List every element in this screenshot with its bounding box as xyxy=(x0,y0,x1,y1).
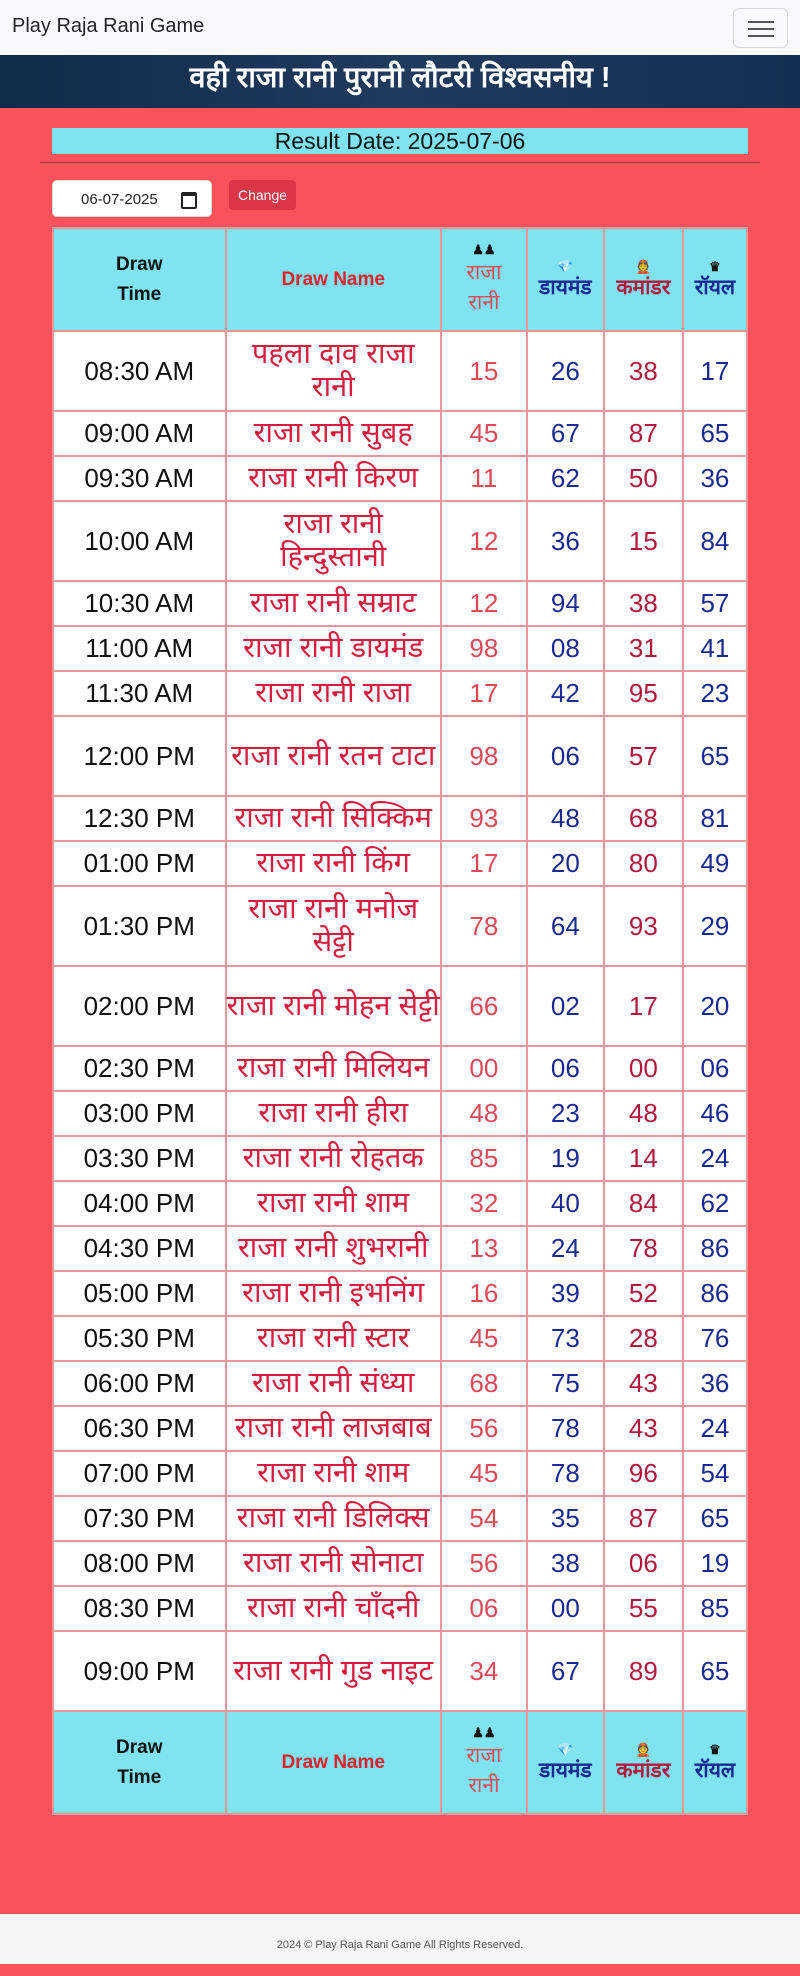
draw-name-cell: राजा रानी मोहन सेट्टी xyxy=(226,966,441,1046)
commander-cell: 84 xyxy=(604,1181,683,1226)
header-draw-name xyxy=(226,228,441,331)
table-footer-row xyxy=(53,1711,747,1814)
diamond-cell: 06 xyxy=(527,716,604,796)
footer-diamond-label: डायमंड xyxy=(539,1758,592,1782)
table-row xyxy=(53,1586,747,1631)
hamburger-icon xyxy=(748,21,774,23)
raja-rani-cell: 12 xyxy=(441,501,527,581)
draw-name-cell: राजा रानी संध्या xyxy=(226,1361,441,1406)
header-draw-time-line-2: Time xyxy=(117,283,162,305)
chess-pieces-icon: ♟♟ xyxy=(472,1724,496,1740)
diamond-cell: 35 xyxy=(527,1496,604,1541)
draw-name-cell: पहला दाव राजा रानी xyxy=(226,331,441,411)
diamond-cell: 64 xyxy=(527,886,604,966)
diamond-cell: 39 xyxy=(527,1271,604,1316)
header-raja-rani-line-2: रानी xyxy=(468,290,500,314)
commander-cell: 06 xyxy=(604,1541,683,1586)
draw-time-cell: 02:00 PM xyxy=(53,966,226,1046)
footer-commander-label: कमांडर xyxy=(616,1758,671,1782)
footer-draw-time xyxy=(53,1711,226,1814)
hamburger-icon-line-2 xyxy=(748,28,774,30)
header-royal-label: रॉयल xyxy=(694,275,736,299)
chess-pieces-icon: ♟♟ xyxy=(472,241,496,257)
draw-time-cell: 12:30 PM xyxy=(53,796,226,841)
table-row xyxy=(53,411,747,456)
royal-cell: 24 xyxy=(683,1136,747,1181)
royal-cell: 86 xyxy=(683,1226,747,1271)
result-date: Result Date: 2025-07-06 xyxy=(52,128,748,154)
table-row xyxy=(53,886,747,966)
raja-rani-cell: 93 xyxy=(441,796,527,841)
date-input-value: 06-07-2025 xyxy=(81,191,158,208)
diamond-cell: 08 xyxy=(527,626,604,671)
raja-rani-cell: 13 xyxy=(441,1226,527,1271)
draw-name-cell: राजा रानी राजा xyxy=(226,671,441,716)
draw-name-cell: राजा रानी किरण xyxy=(226,456,441,501)
draw-name-cell: राजा रानी डायमंड xyxy=(226,626,441,671)
header-diamond xyxy=(527,228,604,331)
results-body xyxy=(53,331,747,1711)
raja-rani-cell: 68 xyxy=(441,1361,527,1406)
table-row xyxy=(53,1181,747,1226)
crown-icon: ♛ xyxy=(709,1741,721,1757)
commander-cell: 15 xyxy=(604,501,683,581)
royal-cell: 20 xyxy=(683,966,747,1046)
table-row xyxy=(53,331,747,411)
diamond-cell: 78 xyxy=(527,1451,604,1496)
banner xyxy=(0,55,800,108)
draw-name-cell: राजा रानी मिलियन xyxy=(226,1046,441,1091)
raja-rani-cell: 85 xyxy=(441,1136,527,1181)
draw-name-cell: राजा रानी शाम xyxy=(226,1181,441,1226)
raja-rani-cell: 66 xyxy=(441,966,527,1046)
commander-cell: 14 xyxy=(604,1136,683,1181)
commander-cell: 52 xyxy=(604,1271,683,1316)
commander-icon: 👲 xyxy=(635,258,652,274)
royal-cell: 76 xyxy=(683,1316,747,1361)
draw-time-cell: 03:00 PM xyxy=(53,1091,226,1136)
draw-time-cell: 01:00 PM xyxy=(53,841,226,886)
diamond-cell: 67 xyxy=(527,1631,604,1711)
diamond-icon: 💎 xyxy=(557,1741,574,1757)
raja-rani-cell: 78 xyxy=(441,886,527,966)
royal-cell: 62 xyxy=(683,1181,747,1226)
commander-cell: 43 xyxy=(604,1406,683,1451)
footer-commander xyxy=(604,1711,683,1814)
table-row xyxy=(53,626,747,671)
draw-name-cell: राजा रानी हिन्दुस्तानी xyxy=(226,501,441,581)
royal-cell: 65 xyxy=(683,1496,747,1541)
raja-rani-cell: 48 xyxy=(441,1091,527,1136)
diamond-cell: 75 xyxy=(527,1361,604,1406)
header-raja-rani xyxy=(441,228,527,331)
table-row xyxy=(53,501,747,581)
draw-time-cell: 03:30 PM xyxy=(53,1136,226,1181)
draw-name-cell: राजा रानी चाँदनी xyxy=(226,1586,441,1631)
draw-time-cell: 06:00 PM xyxy=(53,1361,226,1406)
footer-royal xyxy=(683,1711,747,1814)
menu-toggle-button[interactable] xyxy=(733,8,788,48)
commander-cell: 68 xyxy=(604,796,683,841)
table-row xyxy=(53,1451,747,1496)
draw-name-cell: राजा रानी रतन टाटा xyxy=(226,716,441,796)
draw-name-cell: राजा रानी लाजबाब xyxy=(226,1406,441,1451)
raja-rani-cell: 34 xyxy=(441,1631,527,1711)
draw-name-cell: राजा रानी रोहतक xyxy=(226,1136,441,1181)
commander-cell: 89 xyxy=(604,1631,683,1711)
raja-rani-cell: 98 xyxy=(441,626,527,671)
draw-time-cell: 12:00 PM xyxy=(53,716,226,796)
table-header-row xyxy=(53,228,747,331)
header-draw-name-label: Draw Name xyxy=(281,268,385,290)
header-royal xyxy=(683,228,747,331)
royal-cell: 49 xyxy=(683,841,747,886)
draw-name-cell: राजा रानी किंग xyxy=(226,841,441,886)
draw-time-cell: 08:30 PM xyxy=(53,1586,226,1631)
diamond-cell: 24 xyxy=(527,1226,604,1271)
draw-time-cell: 05:00 PM xyxy=(53,1271,226,1316)
hamburger-icon-line-3 xyxy=(748,35,774,37)
draw-time-cell: 11:30 AM xyxy=(53,671,226,716)
royal-cell: 24 xyxy=(683,1406,747,1451)
navbar xyxy=(0,0,800,55)
royal-cell: 46 xyxy=(683,1091,747,1136)
diamond-cell: 00 xyxy=(527,1586,604,1631)
diamond-cell: 78 xyxy=(527,1406,604,1451)
footer-draw-name xyxy=(226,1711,441,1814)
header-diamond-label: डायमंड xyxy=(539,275,592,299)
draw-name-cell: राजा रानी सम्राट xyxy=(226,581,441,626)
table-row xyxy=(53,581,747,626)
raja-rani-cell: 17 xyxy=(441,841,527,886)
draw-time-cell: 11:00 AM xyxy=(53,626,226,671)
diamond-cell: 36 xyxy=(527,501,604,581)
draw-time-cell: 09:30 AM xyxy=(53,456,226,501)
change-button[interactable]: Change xyxy=(229,180,296,210)
table-row xyxy=(53,841,747,886)
draw-name-cell: राजा रानी सिक्किम xyxy=(226,796,441,841)
royal-cell: 86 xyxy=(683,1271,747,1316)
raja-rani-cell: 45 xyxy=(441,1316,527,1361)
draw-name-cell: राजा रानी मनोज सेट्टी xyxy=(226,886,441,966)
divider xyxy=(40,162,760,163)
diamond-cell: 73 xyxy=(527,1316,604,1361)
draw-time-cell: 10:30 AM xyxy=(53,581,226,626)
diamond-cell: 20 xyxy=(527,841,604,886)
royal-cell: 65 xyxy=(683,716,747,796)
commander-cell: 38 xyxy=(604,331,683,411)
table-row xyxy=(53,716,747,796)
commander-cell: 17 xyxy=(604,966,683,1046)
diamond-cell: 40 xyxy=(527,1181,604,1226)
commander-cell: 28 xyxy=(604,1316,683,1361)
draw-name-cell: राजा रानी शाम xyxy=(226,1451,441,1496)
draw-time-cell: 04:00 PM xyxy=(53,1181,226,1226)
diamond-cell: 48 xyxy=(527,796,604,841)
commander-cell: 55 xyxy=(604,1586,683,1631)
commander-cell: 87 xyxy=(604,411,683,456)
royal-cell: 85 xyxy=(683,1586,747,1631)
draw-time-cell: 01:30 PM xyxy=(53,886,226,966)
footer-raja-rani-line-2: रानी xyxy=(468,1773,500,1797)
commander-icon: 👲 xyxy=(635,1741,652,1757)
draw-name-cell: राजा रानी इभनिंग xyxy=(226,1271,441,1316)
diamond-cell: 94 xyxy=(527,581,604,626)
draw-name-cell: राजा रानी गुड नाइट xyxy=(226,1631,441,1711)
header-draw-time xyxy=(53,228,226,331)
commander-cell: 87 xyxy=(604,1496,683,1541)
raja-rani-cell: 32 xyxy=(441,1181,527,1226)
commander-cell: 00 xyxy=(604,1046,683,1091)
draw-name-cell: राजा रानी हीरा xyxy=(226,1091,441,1136)
diamond-icon: 💎 xyxy=(557,258,574,274)
table-row xyxy=(53,1091,747,1136)
commander-cell: 95 xyxy=(604,671,683,716)
draw-name-cell: राजा रानी स्टार xyxy=(226,1316,441,1361)
table-row xyxy=(53,456,747,501)
commander-cell: 57 xyxy=(604,716,683,796)
table-row xyxy=(53,1226,747,1271)
table-row xyxy=(53,1316,747,1361)
diamond-cell: 38 xyxy=(527,1541,604,1586)
royal-cell: 57 xyxy=(683,581,747,626)
page-footer xyxy=(0,1914,800,1964)
draw-time-cell: 04:30 PM xyxy=(53,1226,226,1271)
draw-name-cell: राजा रानी सोनाटा xyxy=(226,1541,441,1586)
commander-cell: 38 xyxy=(604,581,683,626)
diamond-cell: 19 xyxy=(527,1136,604,1181)
table-row xyxy=(53,1361,747,1406)
table-row xyxy=(53,1631,747,1711)
draw-name-cell: राजा रानी शुभरानी xyxy=(226,1226,441,1271)
commander-cell: 96 xyxy=(604,1451,683,1496)
draw-time-cell: 06:30 PM xyxy=(53,1406,226,1451)
diamond-cell: 23 xyxy=(527,1091,604,1136)
footer-draw-time-line-1: Draw xyxy=(116,1736,163,1758)
table-row xyxy=(53,1271,747,1316)
header-commander xyxy=(604,228,683,331)
diamond-cell: 42 xyxy=(527,671,604,716)
royal-cell: 17 xyxy=(683,331,747,411)
raja-rani-cell: 11 xyxy=(441,456,527,501)
commander-cell: 80 xyxy=(604,841,683,886)
commander-cell: 78 xyxy=(604,1226,683,1271)
commander-cell: 48 xyxy=(604,1091,683,1136)
footer-diamond xyxy=(527,1711,604,1814)
raja-rani-cell: 12 xyxy=(441,581,527,626)
footer-draw-time-line-2: Time xyxy=(117,1766,162,1788)
royal-cell: 36 xyxy=(683,456,747,501)
draw-time-cell: 10:00 AM xyxy=(53,501,226,581)
commander-cell: 31 xyxy=(604,626,683,671)
diamond-cell: 02 xyxy=(527,966,604,1046)
results-table xyxy=(52,227,748,1815)
raja-rani-cell: 15 xyxy=(441,331,527,411)
footer-draw-name-label: Draw Name xyxy=(281,1751,385,1773)
draw-time-cell: 09:00 AM xyxy=(53,411,226,456)
raja-rani-cell: 45 xyxy=(441,1451,527,1496)
raja-rani-cell: 56 xyxy=(441,1406,527,1451)
draw-time-cell: 08:00 PM xyxy=(53,1541,226,1586)
table-row xyxy=(53,671,747,716)
royal-cell: 41 xyxy=(683,626,747,671)
header-raja-rani-line-1: राजा xyxy=(466,260,502,284)
raja-rani-cell: 17 xyxy=(441,671,527,716)
royal-cell: 84 xyxy=(683,501,747,581)
diamond-cell: 67 xyxy=(527,411,604,456)
table-row xyxy=(53,1406,747,1451)
footer-copyright: 2024 © Play Raja Rani Game All Rights Reserved. xyxy=(276,1939,524,1951)
raja-rani-cell: 54 xyxy=(441,1496,527,1541)
table-row xyxy=(53,1046,747,1091)
raja-rani-cell: 06 xyxy=(441,1586,527,1631)
table-row xyxy=(53,1136,747,1181)
commander-cell: 43 xyxy=(604,1361,683,1406)
raja-rani-cell: 98 xyxy=(441,716,527,796)
crown-icon: ♛ xyxy=(709,258,721,274)
footer-raja-rani-line-1: राजा xyxy=(466,1743,502,1767)
draw-name-cell: राजा रानी डिलिक्स xyxy=(226,1496,441,1541)
footer-raja-rani xyxy=(441,1711,527,1814)
draw-time-cell: 02:30 PM xyxy=(53,1046,226,1091)
draw-time-cell: 07:00 PM xyxy=(53,1451,226,1496)
calendar-icon[interactable] xyxy=(181,192,197,209)
raja-rani-cell: 00 xyxy=(441,1046,527,1091)
date-input[interactable] xyxy=(52,180,212,217)
royal-cell: 36 xyxy=(683,1361,747,1406)
draw-time-cell: 08:30 AM xyxy=(53,331,226,411)
royal-cell: 81 xyxy=(683,796,747,841)
raja-rani-cell: 56 xyxy=(441,1541,527,1586)
table-row xyxy=(53,796,747,841)
raja-rani-cell: 45 xyxy=(441,411,527,456)
royal-cell: 65 xyxy=(683,411,747,456)
footer-royal-label: रॉयल xyxy=(694,1758,736,1782)
raja-rani-cell: 16 xyxy=(441,1271,527,1316)
draw-time-cell: 09:00 PM xyxy=(53,1631,226,1711)
navbar-brand[interactable]: Play Raja Rani Game xyxy=(12,15,205,37)
commander-cell: 93 xyxy=(604,886,683,966)
royal-cell: 54 xyxy=(683,1451,747,1496)
banner-title: वही राजा रानी पुरानी लौटरी विश्वसनीय ! xyxy=(189,62,611,94)
diamond-cell: 06 xyxy=(527,1046,604,1091)
royal-cell: 29 xyxy=(683,886,747,966)
table-row xyxy=(53,1496,747,1541)
royal-cell: 65 xyxy=(683,1631,747,1711)
royal-cell: 19 xyxy=(683,1541,747,1586)
commander-cell: 50 xyxy=(604,456,683,501)
diamond-cell: 26 xyxy=(527,331,604,411)
header-commander-label: कमांडर xyxy=(616,275,671,299)
draw-name-cell: राजा रानी सुबह xyxy=(226,411,441,456)
diamond-cell: 62 xyxy=(527,456,604,501)
royal-cell: 06 xyxy=(683,1046,747,1091)
table-row xyxy=(53,1541,747,1586)
draw-time-cell: 05:30 PM xyxy=(53,1316,226,1361)
royal-cell: 23 xyxy=(683,671,747,716)
header-draw-time-line-1: Draw xyxy=(116,253,163,275)
table-row xyxy=(53,966,747,1046)
draw-time-cell: 07:30 PM xyxy=(53,1496,226,1541)
